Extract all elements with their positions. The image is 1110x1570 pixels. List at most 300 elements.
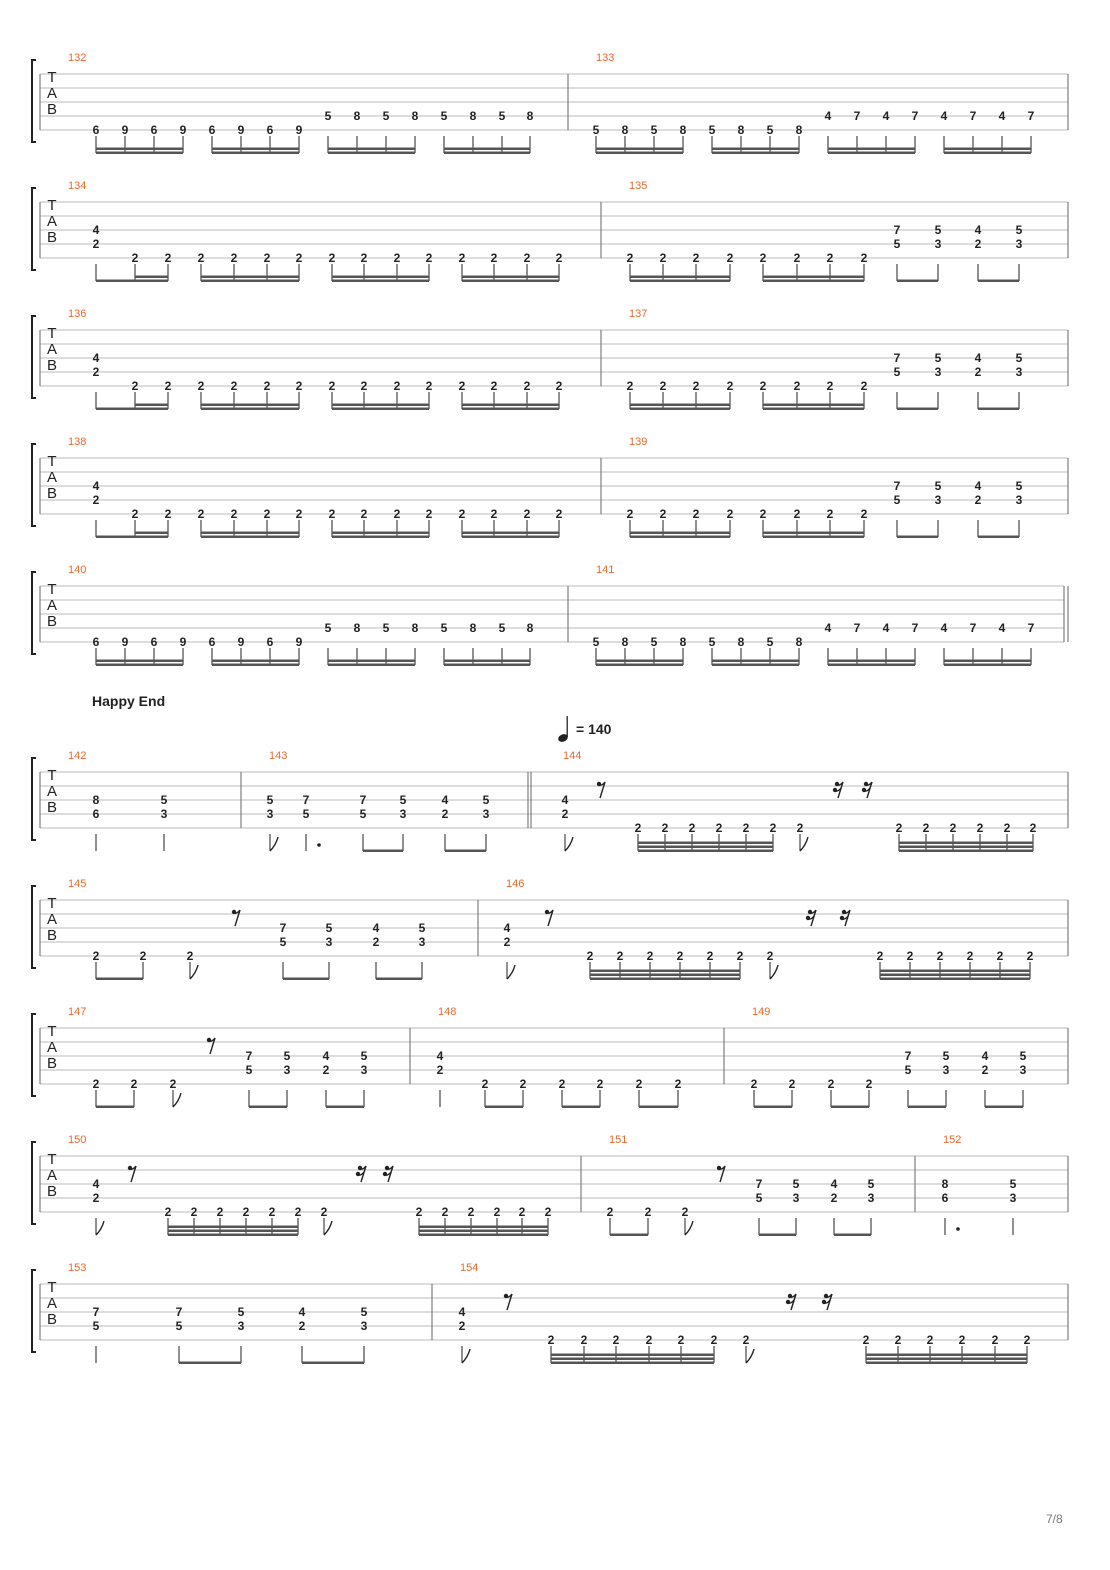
fret-number: 7 [911,109,919,123]
fret-number: 2 [692,507,700,521]
fret-number: 3 [283,1063,291,1077]
measure-number: 142 [68,750,87,762]
fret-number: 5 [792,1177,800,1191]
tab-note [912,621,919,665]
fret-number: 6 [150,123,158,137]
beam [985,1106,1023,1109]
section-label: Happy End [92,693,166,709]
beam [332,276,429,279]
fret-number: 2 [966,949,974,963]
fret-number: 2 [481,1077,489,1091]
tab-system [32,1134,1068,1236]
beam [419,1226,548,1229]
fret-number: 2 [926,1333,934,1347]
measure-145 [68,878,478,980]
fret-number: 9 [237,123,245,137]
beam [168,1234,298,1237]
tab-note [999,621,1006,665]
tab-note [935,351,942,409]
fret-number: 9 [179,635,187,649]
fret-number: 3 [942,1063,950,1077]
fret-number: 3 [360,1319,368,1333]
fret-number: 2 [490,251,498,265]
fret-number: 7 [92,1305,100,1319]
tab-note [161,793,168,851]
tab-note [767,949,778,979]
fret-number: 5 [440,109,448,123]
fret-number: 6 [208,635,216,649]
beam [135,276,168,279]
beam [332,408,429,411]
fret-number: 2 [197,507,205,521]
measure-146 [504,878,1068,980]
beam [212,152,299,155]
fret-number: 2 [1023,1333,1031,1347]
beam [419,1230,548,1233]
fret-number: 2 [230,379,238,393]
fret-number: 8 [411,109,419,123]
fret-number: 4 [998,621,1006,635]
fret-number: 2 [796,821,804,835]
system-bracket [32,886,36,968]
tempo-marking [558,714,611,744]
beam [201,536,299,539]
beam [332,404,429,407]
tab-note [442,793,449,851]
beam [444,664,530,667]
fret-number: 5 [650,635,658,649]
fret-number: 3 [792,1191,800,1205]
tab-clef-letter: T [47,895,57,912]
beam [828,660,915,663]
tab-note [935,479,942,537]
fret-number: 2 [681,1205,689,1219]
tab-note [905,1049,912,1107]
fret-number: 2 [922,821,930,835]
tab-note [527,621,534,665]
fret-number: 2 [826,507,834,521]
eighth-rest-icon [545,910,553,926]
beam [866,1358,1027,1361]
fret-number: 6 [92,635,100,649]
fret-number: 2 [519,1077,527,1091]
fret-number: 2 [759,507,767,521]
tab-note [187,949,198,979]
beam [763,408,864,411]
tab-note [93,793,100,851]
fret-number: 8 [941,1177,949,1191]
augmentation-dot [956,1227,960,1231]
fret-number: 5 [1019,1049,1027,1063]
tab-note [361,1049,368,1107]
beam [201,404,299,407]
beam [630,404,730,407]
beam [944,152,1031,155]
beam [179,1362,241,1365]
fret-number: 2 [692,379,700,393]
beam [444,660,530,663]
fret-number: 2 [634,821,642,835]
tab-note [1016,223,1023,281]
measure-number: 140 [68,564,87,576]
fret-number: 2 [320,1205,328,1219]
measure-number: 137 [629,308,648,320]
fret-number: 2 [186,949,194,963]
system-bracket [32,1014,36,1096]
tab-clef-letter: B [46,1311,58,1328]
measure-number: 147 [68,1006,87,1018]
beam [630,280,730,283]
system-bracket [32,572,36,654]
tempo-value: = 140 [576,721,612,737]
fret-number: 5 [934,479,942,493]
tab-note [789,1077,796,1107]
fret-number: 2 [263,379,271,393]
measure-number: 151 [609,1134,628,1146]
note-flag [685,1221,693,1235]
fret-number: 8 [469,621,477,635]
fret-number: 3 [934,493,942,507]
tab-note [441,109,448,153]
tab-note [284,1049,291,1107]
fret-number: 2 [1003,821,1011,835]
tab-system [32,1262,1068,1364]
fret-number: 2 [606,1205,614,1219]
fret-number: 8 [737,635,745,649]
fret-number: 5 [399,793,407,807]
fret-number: 2 [830,1191,838,1205]
tab-clef-letter: A [46,85,58,102]
fret-number: 4 [436,1049,444,1063]
fret-number: 8 [469,109,477,123]
fret-number: 2 [555,251,563,265]
fret-number: 2 [558,1077,566,1091]
tab-clef-letter: A [46,469,58,486]
fret-number: 2 [458,379,466,393]
measure-number: 154 [460,1262,479,1274]
measure-138 [68,436,601,538]
tab-note [970,621,977,665]
fret-number: 8 [737,123,745,137]
fret-number: 5 [279,935,287,949]
page-number: 7/8 [1046,1512,1063,1526]
tab-note [942,1177,960,1235]
fret-number: 5 [934,351,942,365]
tab-note [894,479,901,537]
tab-note [935,223,942,281]
fret-number: 5 [893,365,901,379]
fret-number: 3 [1015,493,1023,507]
tab-system [32,308,1068,410]
system-bracket [32,444,36,526]
fret-number: 5 [498,109,506,123]
fret-number: 5 [893,237,901,251]
fret-number: 5 [237,1305,245,1319]
fret-number: 2 [646,949,654,963]
fret-number: 6 [266,635,274,649]
fret-number: 5 [360,1305,368,1319]
beam [899,850,1033,853]
fret-number: 6 [266,123,274,137]
fret-number: 7 [893,223,901,237]
fret-number: 2 [710,1333,718,1347]
fret-number: 2 [586,949,594,963]
fret-number: 2 [190,1205,198,1219]
fret-number: 2 [766,949,774,963]
beam [712,660,799,663]
fret-number: 2 [360,251,368,265]
measure-134 [68,180,601,282]
tab-note [325,621,332,665]
fret-number: 2 [493,1205,501,1219]
measure-number: 134 [68,180,87,192]
beam [332,280,429,283]
beam [763,536,864,539]
beam [328,660,415,663]
tab-note [470,109,477,153]
beam [96,978,143,981]
note-flag [324,1221,332,1235]
fret-number: 5 [245,1063,253,1077]
tab-note [607,1205,614,1235]
fret-number: 2 [862,1333,870,1347]
tab-system [32,564,1068,666]
fret-number: 2 [458,1319,466,1333]
fret-number: 7 [1027,109,1035,123]
fret-number: 5 [360,1049,368,1063]
tab-note [470,621,477,665]
fret-number: 2 [659,507,667,521]
fret-number: 5 [482,793,490,807]
fret-number: 4 [974,223,982,237]
beam [978,408,1019,411]
beam [590,970,740,973]
tab-system [32,436,1068,538]
fret-number: 5 [942,1049,950,1063]
beam [168,1226,298,1229]
fret-number: 3 [1019,1063,1027,1077]
beam [834,1234,871,1237]
tab-clef-letter: T [47,1151,57,1168]
fret-number: 2 [425,507,433,521]
fret-number: 2 [659,251,667,265]
beam [462,408,559,411]
system-bracket [32,758,36,840]
fret-number: 2 [131,507,139,521]
fret-number: 5 [325,921,333,935]
tab-note [793,1177,800,1235]
fret-number: 8 [621,123,629,137]
beam [899,846,1033,849]
tab-clef-letter: A [46,1039,58,1056]
measure-154 [459,1262,1068,1364]
fret-number: 2 [503,935,511,949]
fret-number: 2 [441,1205,449,1219]
fret-number: 5 [934,223,942,237]
fret-number: 2 [197,251,205,265]
measure-number: 138 [68,436,87,448]
fret-number: 2 [949,821,957,835]
beam [201,280,299,283]
fret-number: 2 [372,935,380,949]
tab-note [140,949,147,979]
fret-number: 9 [121,635,129,649]
fret-number: 8 [679,635,687,649]
tab-clef-letter: T [47,69,57,86]
measure-153 [68,1262,432,1364]
tab-system [32,1006,1068,1108]
fret-number: 5 [359,807,367,821]
fret-number: 2 [688,821,696,835]
beam [899,842,1033,845]
beam [880,970,1030,973]
note-flag [173,1093,181,1107]
fret-number: 2 [518,1205,526,1219]
tab-note [93,479,100,537]
fret-number: 7 [911,621,919,635]
beam [135,404,168,407]
fret-number: 5 [766,635,774,649]
fret-number: 2 [328,507,336,521]
tab-note [1016,351,1023,409]
tab-note [267,793,278,851]
beam [444,148,530,151]
fret-number: 2 [976,821,984,835]
fret-number: 2 [580,1333,588,1347]
fret-number: 5 [160,793,168,807]
beam [249,1106,287,1109]
fret-number: 4 [998,109,1006,123]
fret-number: 5 [283,1049,291,1063]
fret-number: 2 [164,251,172,265]
beam [201,276,299,279]
fret-number: 2 [164,507,172,521]
beam [551,1362,714,1365]
fret-number: 2 [544,1205,552,1219]
beam [328,148,415,151]
note-flag [770,965,778,979]
beam [763,532,864,535]
note-flag [565,837,573,851]
tab-note [941,621,948,665]
tab-note [354,621,361,665]
fret-number: 2 [131,251,139,265]
fret-number: 4 [441,793,449,807]
tab-note [246,1049,253,1107]
beam [590,974,740,977]
tab-note [675,1077,682,1107]
note-flag [190,965,198,979]
tab-note [756,1177,763,1235]
beam [828,664,915,667]
tab-clef-letter: A [46,1295,58,1312]
fret-number: 2 [328,251,336,265]
beam [828,152,915,155]
note-flag [96,1221,104,1235]
fret-number: 6 [941,1191,949,1205]
fret-number: 2 [827,1077,835,1091]
tab-system [32,750,1068,852]
fret-number: 2 [974,365,982,379]
tab-note [93,1305,100,1363]
fret-number: 5 [382,621,390,635]
fret-number: 2 [659,379,667,393]
fret-number: 7 [755,1177,763,1191]
fret-number: 2 [1029,821,1037,835]
measure-137 [627,308,1068,410]
fret-number: 2 [263,251,271,265]
fret-number: 7 [893,479,901,493]
beam [897,280,938,283]
fret-number: 3 [160,807,168,821]
beam [332,536,429,539]
fret-number: 2 [164,379,172,393]
beam [754,1106,792,1109]
tab-note [975,351,982,409]
system-bracket [32,1270,36,1352]
fret-number: 2 [936,949,944,963]
fret-number: 4 [458,1305,466,1319]
beam [638,850,773,853]
tab-note [170,1077,181,1107]
fret-number: 2 [676,949,684,963]
tab-clef-letter: T [47,197,57,214]
tab-note [682,1205,693,1235]
fret-number: 2 [131,379,139,393]
fret-number: 2 [692,251,700,265]
fret-number: 3 [934,365,942,379]
beam [978,280,1019,283]
fret-number: 7 [245,1049,253,1063]
fret-number: 6 [92,123,100,137]
beam [212,148,299,151]
tab-note [597,1077,604,1107]
beam [763,280,864,283]
tab-note [361,1305,368,1363]
fret-number: 2 [616,949,624,963]
fret-number: 3 [325,935,333,949]
tab-note [412,621,419,665]
fret-number: 4 [92,479,100,493]
measure-number: 153 [68,1262,87,1274]
tab-note [828,1077,835,1107]
fret-number: 2 [860,251,868,265]
fret-number: 2 [523,379,531,393]
system-bracket [32,188,36,270]
sixteenth-rest-icon [822,1294,832,1310]
fret-number: 7 [969,109,977,123]
fret-number: 4 [824,109,832,123]
fret-number: 5 [650,123,658,137]
beam [485,1106,523,1109]
tab-note [383,621,390,665]
fret-number: 8 [353,621,361,635]
beam [135,280,168,283]
fret-number: 4 [974,351,982,365]
beam [763,276,864,279]
fret-number: 2 [736,949,744,963]
fret-number: 5 [1009,1177,1017,1191]
fret-number: 2 [436,1063,444,1077]
beam [944,148,1031,151]
measure-151 [607,1134,915,1236]
fret-number: 2 [322,1063,330,1077]
note-flag [507,965,515,979]
beam [212,660,299,663]
fret-number: 4 [882,621,890,635]
fret-number: 2 [295,379,303,393]
tab-note [303,793,321,851]
